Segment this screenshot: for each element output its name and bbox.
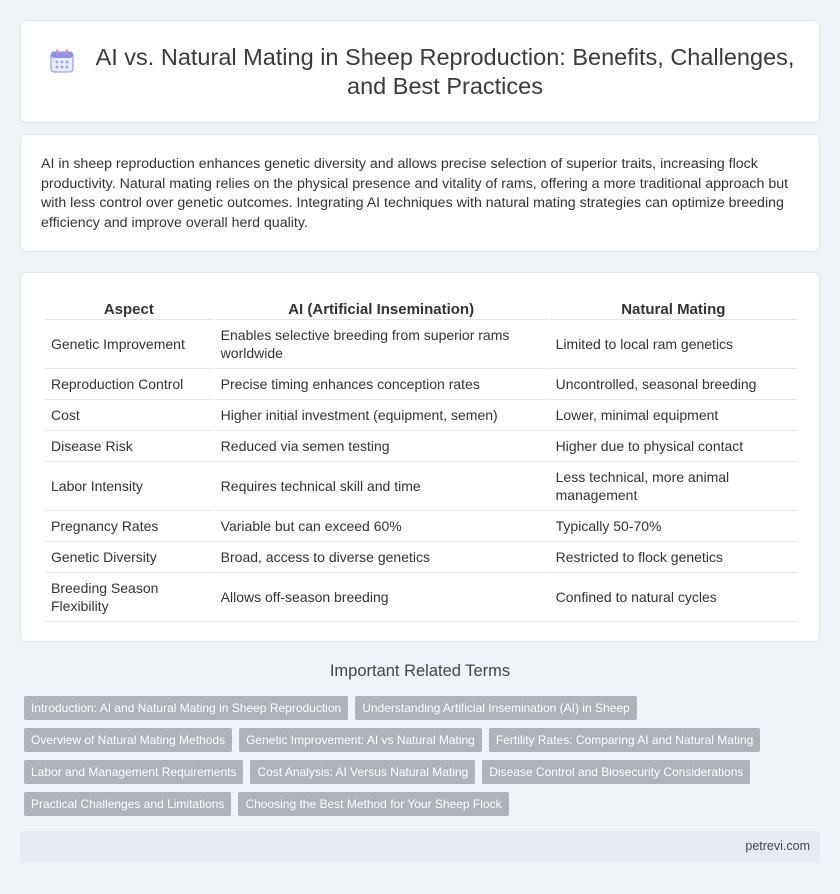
tag-row bbox=[24, 792, 824, 816]
page-title: AI vs. Natural Mating in Sheep Reproduction: Benefits, Challenges, and Best Practices bbox=[95, 44, 795, 99]
table-row bbox=[45, 573, 797, 622]
table-row bbox=[45, 542, 797, 573]
cell-natural: Less technical, more animal management bbox=[550, 462, 797, 511]
related-term-tag[interactable]: Fertility Rates: Comparing AI and Natural Mating bbox=[489, 728, 760, 752]
table-row bbox=[45, 431, 797, 462]
related-term-tag[interactable]: Practical Challenges and Limitations bbox=[24, 792, 231, 816]
cell-ai: Variable but can exceed 60% bbox=[215, 511, 548, 542]
table-row bbox=[45, 320, 797, 369]
comparison-card bbox=[20, 272, 820, 642]
cell-ai: Allows off-season breeding bbox=[215, 573, 548, 622]
related-term-tag[interactable]: Introduction: AI and Natural Mating in Sheep Reproduction bbox=[24, 696, 348, 720]
tag-row bbox=[24, 696, 824, 720]
title-card bbox=[20, 20, 820, 123]
cell-natural: Restricted to flock genetics bbox=[550, 542, 797, 573]
cell-aspect: Reproduction Control bbox=[45, 369, 213, 400]
intro-card bbox=[20, 134, 820, 252]
tag-row bbox=[24, 760, 824, 784]
comparison-table bbox=[43, 295, 799, 622]
cell-ai: Reduced via semen testing bbox=[215, 431, 548, 462]
cell-aspect: Cost bbox=[45, 400, 213, 431]
footer-site[interactable]: petrevi.com bbox=[745, 839, 810, 853]
header-ai: AI (Artificial Insemination) bbox=[215, 295, 548, 320]
table-row bbox=[45, 511, 797, 542]
related-term-tag[interactable]: Overview of Natural Mating Methods bbox=[24, 728, 232, 752]
related-terms-heading: Important Related Terms bbox=[329, 662, 511, 680]
cell-natural: Uncontrolled, seasonal breeding bbox=[550, 369, 797, 400]
cell-aspect: Breeding Season Flexibility bbox=[45, 573, 213, 622]
header-natural: Natural Mating bbox=[550, 295, 797, 320]
cell-ai: Requires technical skill and time bbox=[215, 462, 548, 511]
table-row bbox=[45, 462, 797, 511]
cell-natural: Limited to local ram genetics bbox=[550, 320, 797, 369]
cell-ai: Broad, access to diverse genetics bbox=[215, 542, 548, 573]
cell-aspect: Disease Risk bbox=[45, 431, 213, 462]
cell-natural: Confined to natural cycles bbox=[550, 573, 797, 622]
footer bbox=[20, 831, 820, 863]
tag-row bbox=[24, 728, 824, 752]
cell-natural: Higher due to physical contact bbox=[550, 431, 797, 462]
cell-ai: Higher initial investment (equipment, semen) bbox=[215, 400, 548, 431]
intro-paragraph: AI in sheep reproduction enhances genetic diversity and allows precise selection of superior traits, increasing flock productivity. Natural mating relies on the physical presence and vitality of rams, offering a more traditional approach but with less control over genetic outcomes. Integrating AI techniques with natural mating strategies can optimize breeding efficiency and improve overall herd quality. bbox=[41, 156, 789, 231]
cell-aspect: Genetic Diversity bbox=[45, 542, 213, 573]
cell-aspect: Genetic Improvement bbox=[45, 320, 213, 369]
cell-ai: Precise timing enhances conception rates bbox=[215, 369, 548, 400]
related-term-tag[interactable]: Genetic Improvement: AI vs Natural Mating bbox=[239, 728, 482, 752]
related-term-tag[interactable]: Cost Analysis: AI Versus Natural Mating bbox=[250, 760, 475, 784]
related-terms-tags bbox=[24, 696, 824, 824]
cell-natural: Lower, minimal equipment bbox=[550, 400, 797, 431]
related-term-tag[interactable]: Disease Control and Biosecurity Considerations bbox=[482, 760, 750, 784]
related-term-tag[interactable]: Labor and Management Requirements bbox=[24, 760, 243, 784]
cell-natural: Typically 50-70% bbox=[550, 511, 797, 542]
table-row bbox=[45, 369, 797, 400]
table-header-row bbox=[45, 295, 797, 320]
cell-aspect: Pregnancy Rates bbox=[45, 511, 213, 542]
cell-aspect: Labor Intensity bbox=[45, 462, 213, 511]
title-wrap bbox=[51, 43, 799, 101]
related-term-tag[interactable]: Understanding Artificial Insemination (AI) in Sheep bbox=[355, 696, 636, 720]
table-row bbox=[45, 400, 797, 431]
header-aspect: Aspect bbox=[45, 295, 213, 320]
related-term-tag[interactable]: Choosing the Best Method for Your Sheep Flock bbox=[238, 792, 508, 816]
cell-ai: Enables selective breeding from superior rams worldwide bbox=[215, 320, 548, 369]
